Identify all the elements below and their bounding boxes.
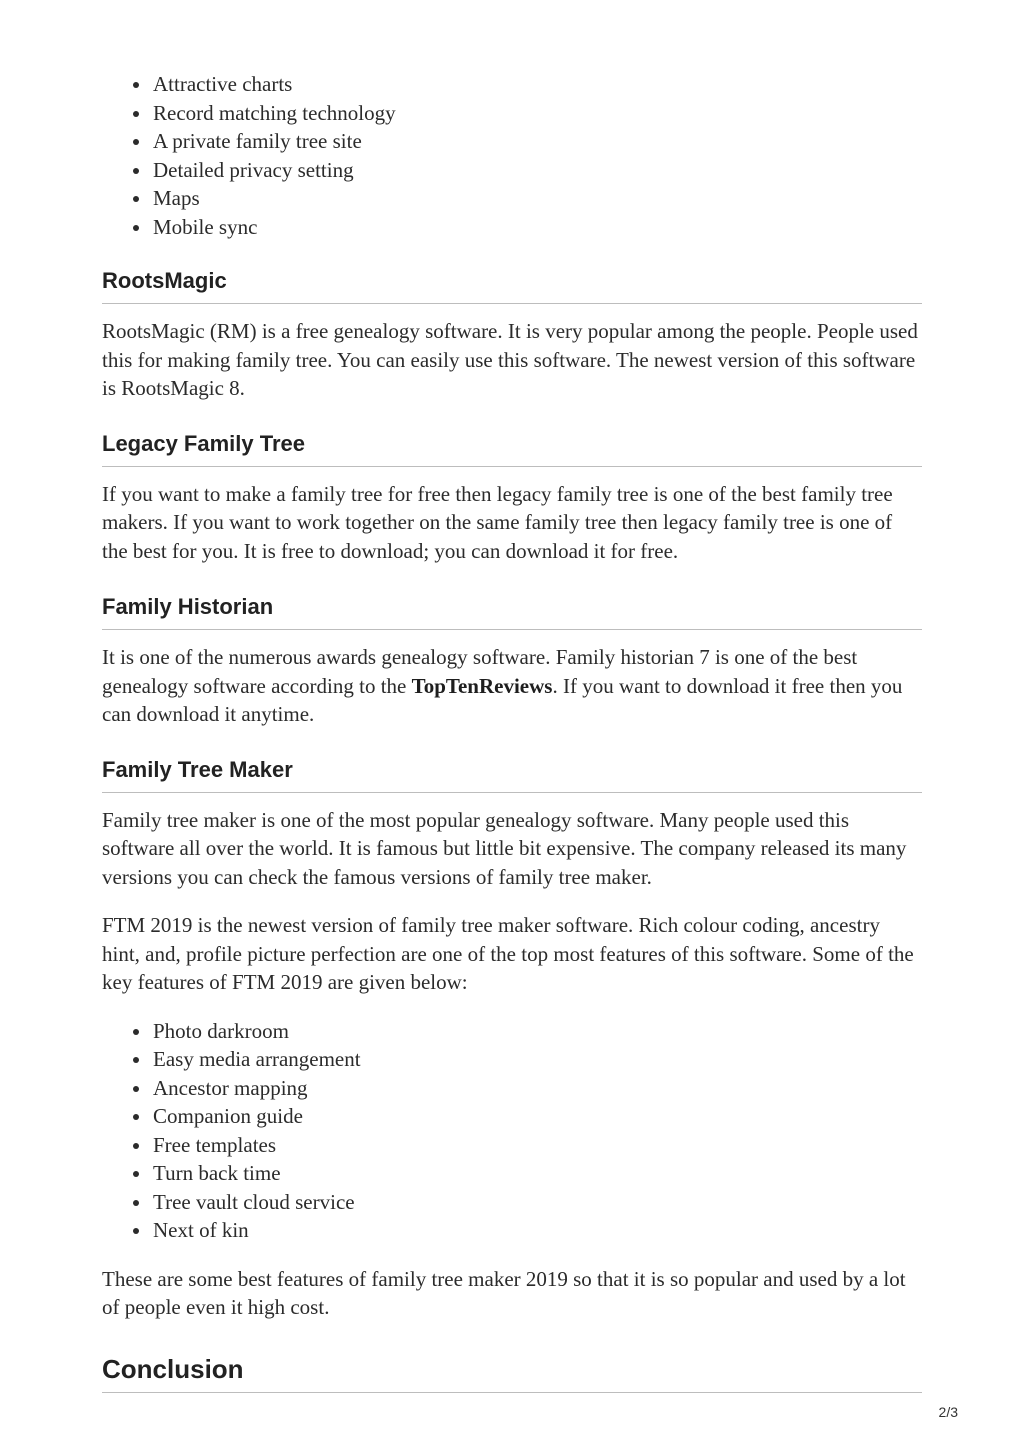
rootsmagic-paragraph: RootsMagic (RM) is a free genealogy software. It is very popular among the people. People used this for making family tree. You can easily use this software. The newest version of this software is RootsMagic 8. (102, 319, 918, 400)
historian-heading: Family Historian (102, 593, 922, 630)
ftm-paragraph-3: These are some best features of family tree maker 2019 so that it is so popular and used by a lot of people even it high cost. (102, 1266, 906, 1319)
list-item: Maps (153, 184, 922, 213)
historian-text-start: It is one of the numerous awards genealogy software. Family historian 7 is one of the best genealogy software according to the (102, 645, 858, 698)
list-item: Turn back time (153, 1159, 922, 1188)
list-item: Easy media arrangement (153, 1045, 922, 1074)
ftm-paragraph-2: FTM 2019 is the newest version of family tree maker software. Rich colour coding, ancestry hint, and, profile picture perfection are one of the top most features of this software. Some of the key features of FTM 2019 are given below: (102, 913, 914, 994)
historian-paragraph (102, 643, 922, 729)
ftm-heading: Family Tree Maker (102, 756, 922, 793)
document-page (102, 70, 922, 1393)
list-item: Next of kin (153, 1216, 922, 1245)
legacy-paragraph: If you want to make a family tree for free then legacy family tree is one of the best family tree makers. If you want to work together on the same family tree then legacy family tree is one of the best for you. It is free to download; you can download it for free. (102, 481, 893, 563)
toptenreviews-text: TopTenReviews (411, 673, 553, 698)
list-item: Free templates (153, 1131, 922, 1160)
list-item: A private family tree site (153, 127, 922, 156)
page-number: 2/3 (938, 1404, 958, 1420)
intro-features-list (102, 70, 922, 241)
list-item: Photo darkroom (153, 1017, 922, 1046)
list-item: Companion guide (153, 1102, 922, 1131)
list-item: Ancestor mapping (153, 1074, 922, 1103)
ftm-features-list (102, 1017, 922, 1245)
list-item: Attractive charts (153, 70, 922, 99)
historian-text-end: . If you want to download it free then you can download it anytime. (102, 673, 903, 726)
rootsmagic-heading: RootsMagic (102, 267, 922, 304)
legacy-heading: Legacy Family Tree (102, 430, 922, 467)
list-item: Tree vault cloud service (153, 1188, 922, 1217)
list-item: Mobile sync (153, 213, 922, 242)
conclusion-heading: Conclusion (102, 1352, 922, 1393)
list-item: Record matching technology (153, 99, 922, 128)
list-item: Detailed privacy setting (153, 156, 922, 185)
ftm-paragraph-1: Family tree maker is one of the most popular genealogy software. Many people used this software all over the world. It is famous but little bit expensive. The company released its many versions you can check the famous versions of family tree maker. (102, 807, 907, 889)
